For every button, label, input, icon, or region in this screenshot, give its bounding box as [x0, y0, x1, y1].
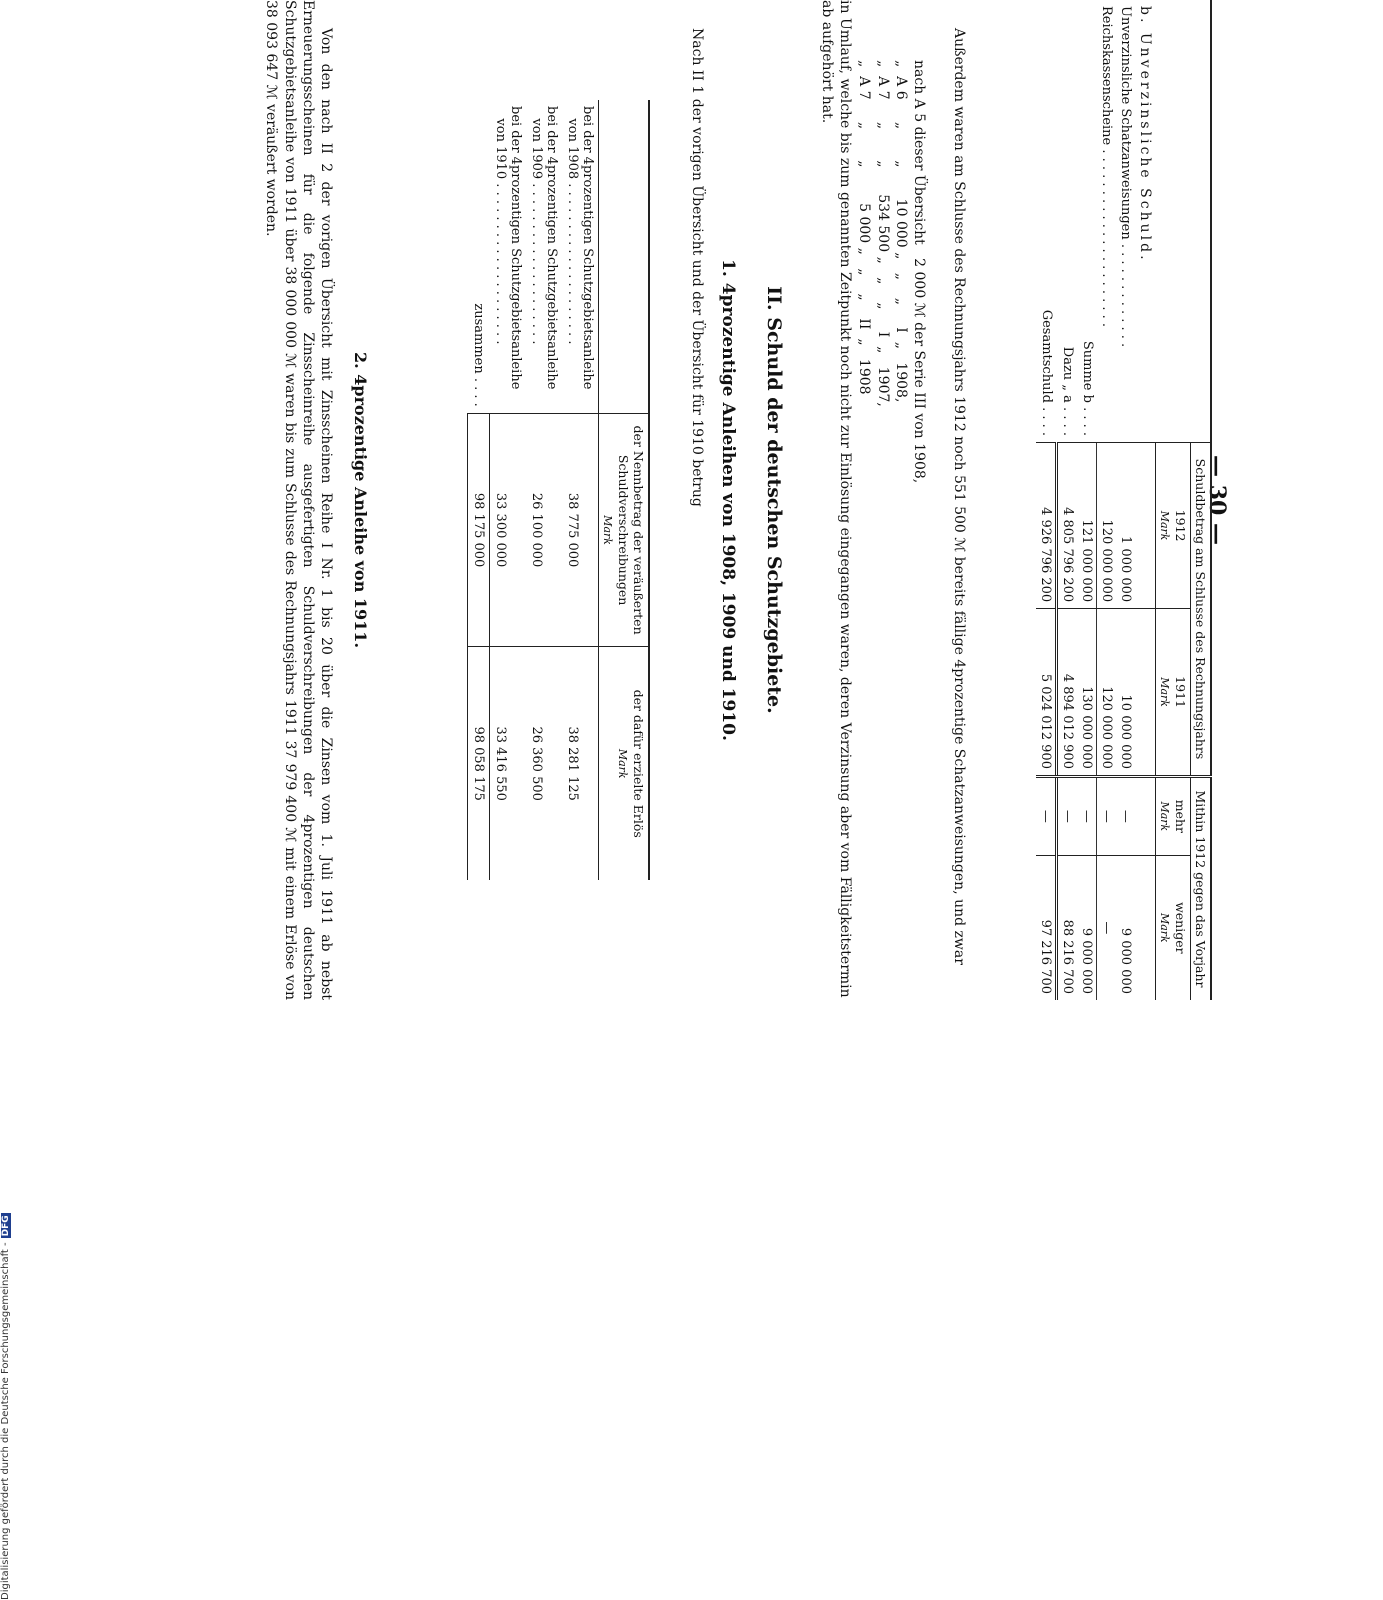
- cell-1912: 4 926 796 200: [1037, 443, 1058, 609]
- cell-less: 9 000 000: [1117, 855, 1136, 1000]
- row-label: Reichskassenscheine . . . . . . . . . . . . . . . . . . . . . .: [1099, 6, 1115, 328]
- cell-more: —: [1057, 776, 1078, 855]
- cell-proceeds: 33 416 550: [490, 647, 526, 880]
- year-1911: 1911: [1173, 676, 1188, 708]
- cell-proceeds: 38 281 125: [562, 647, 599, 880]
- header-empty: [1191, 0, 1212, 443]
- row-label: Gesamtschuld . . . .: [1039, 309, 1055, 436]
- cell-more: —: [1037, 776, 1058, 855]
- sidebar-note: Digitalisierung gefördert durch die Deutsche Forschungsgemeinschaft -: [0, 1242, 11, 1600]
- loan-label-line1: bei der 4prozentigen Schutzgebietsanleihe: [508, 106, 523, 390]
- series-item: „ A 7 „ „ 534 500 „ „ „ I „ 1907,: [874, 60, 891, 407]
- cell-1911: 10 000 000: [1117, 609, 1136, 777]
- table-row: [1097, 0, 1117, 1000]
- row-label: Unverzinsliche Schatzanweisungen . . . . . . . . . . . . .: [1118, 6, 1134, 348]
- cell-proceeds: 26 360 500: [526, 647, 562, 880]
- cell-1911: 120 000 000: [1097, 609, 1117, 777]
- cell-1912: 120 000 000: [1097, 443, 1117, 609]
- cell-less: —: [1097, 855, 1117, 1000]
- series-item: nach A 5 dieser Übersicht 2 000 ℳ der Serie III von 1908,: [911, 60, 927, 484]
- debt-table-subheader: [1156, 0, 1191, 1000]
- loan-label-line2: von 1910 . . . . . . . . . . . . . . . . . . . .: [493, 118, 508, 345]
- table-row: [1078, 0, 1098, 1000]
- heading-ii: II. Schuld der deutschen Schutzgebiete.: [763, 286, 785, 714]
- dfg-logo: DFG: [1, 1215, 11, 1237]
- header-debt-label: Schuldbetrag am Schlusse des Rechnungsjahrs: [1193, 458, 1208, 760]
- subheader-empty: [1156, 0, 1191, 443]
- series-item: „ A 6 „ „ 10 000 „ „ „ I „ 1908,: [892, 60, 909, 403]
- scanned-page: [140, 0, 1240, 1000]
- heading-2: 2. 4prozentige Anleihe von 1911.: [351, 351, 370, 649]
- total-nominal: 98 175 000: [468, 413, 490, 647]
- cell-less: 88 216 700: [1057, 855, 1078, 1000]
- debt-table-header: [1191, 0, 1212, 1000]
- cell-1912: 121 000 000: [1078, 443, 1098, 609]
- cell-1911: 130 000 000: [1078, 609, 1098, 777]
- loan-header-proceeds: [599, 647, 650, 880]
- rotated-content: [140, 0, 1240, 1000]
- series-item: „ A 7 „ „ 5 000 „ „ „ II „ 1908: [856, 60, 873, 395]
- loan-table-header: [599, 100, 650, 880]
- total-label: zusammen . . . .: [471, 303, 487, 407]
- para-nach: Nach II 1 der vorigen Übersicht und der Übersicht für 1910 betrug: [689, 28, 705, 507]
- cell-nominal: 33 300 000: [490, 413, 526, 647]
- loan-row-label: [526, 100, 562, 413]
- cell-more: —: [1078, 776, 1098, 855]
- page-number: — 30 —: [1204, 455, 1230, 545]
- unit-mark: Mark: [1158, 510, 1171, 541]
- table-row: [490, 100, 526, 880]
- loan-label-line2: von 1909 . . . . . . . . . . . . . . . . . . . .: [529, 118, 544, 345]
- loan-row-label: [490, 100, 526, 413]
- year-1912: 1912: [1173, 509, 1188, 542]
- section-b-title: b. Unverzinsliche Schuld.: [1137, 6, 1154, 263]
- unit-mark: Mark: [1158, 912, 1171, 943]
- loan-header-empty: [599, 100, 650, 413]
- cell-less: 9 000 000: [1078, 855, 1098, 1000]
- debt-table: [1037, 0, 1213, 1000]
- header-change-label: Mithin 1912 gegen das Vorjahr: [1193, 790, 1208, 988]
- cell-more: —: [1097, 776, 1117, 855]
- loan-label-line1: bei der 4prozentigen Schutzgebietsanleihe: [580, 106, 595, 390]
- total-proceeds: 98 058 175: [468, 647, 490, 880]
- table-row: [1117, 0, 1136, 1000]
- subheader-less: [1156, 855, 1191, 1000]
- subheader-1911: [1156, 609, 1191, 777]
- heading-1: 1. 4prozentige Anleihen von 1908, 1909 und 1910.: [718, 259, 738, 741]
- header-change: [1191, 776, 1212, 1000]
- loan-total-row: [468, 100, 490, 880]
- cell-more: —: [1117, 776, 1136, 855]
- row-label: Dazu „ a . . . .: [1059, 346, 1075, 436]
- cell-1912: 1 000 000: [1117, 443, 1136, 609]
- loan-header-nominal: [599, 413, 650, 647]
- loan-label-line1: bei der 4prozentigen Schutzgebietsanleihe: [544, 106, 559, 390]
- table-row: [1057, 0, 1078, 1000]
- unit-mark: Mark: [1158, 801, 1171, 832]
- sidebar-text-wrap: [0, 1200, 14, 1600]
- cell-1912: 4 805 796 200: [1057, 443, 1078, 609]
- cell-less: 97 216 700: [1037, 855, 1058, 1000]
- cell-1911: 4 894 012 900: [1057, 609, 1078, 777]
- loan-label-line2: von 1908 . . . . . . . . . . . . . . . . . . . .: [565, 118, 580, 345]
- para-umlauf: in Umlauf, welche bis zum genannten Zeitpunkt noch nicht zur Einlösung eingegangen waren, deren Verzinsung aber vom Fälligkeitstermin ab aufgehört hat.: [818, 0, 853, 998]
- para-2: Von den nach II 2 der vorigen Übersicht mit Zinsscheinen Reihe I Nr. 1 bis 20 über die Zinsen vom 1. Juli 1911 ab nebst Erneuerungsscheinen für die folgende Zinsscheinreihe ausgefertigten Schuldverschreibungen der 4prozentigen deutschen Schutzgebietsanleihe von 1911 über 38 000 000 ℳ waren bis zum Schlusse des Rechnungsjahrs 1911 37 979 400 ℳ mit einem Erlöse von 38 093 647 ℳ veräußert worden.: [263, 0, 334, 1000]
- para-ausserdem: Außerdem waren am Schlusse des Rechnungsjahrs 1912 noch 551 500 ℳ bereits fällige 4prozentige Schatzanweisungen, und zwar: [951, 28, 967, 965]
- unit-mark: Mark: [616, 748, 629, 779]
- nominal-label: der Nennbetrag der veräußerten Schuldverschreibungen: [616, 425, 646, 635]
- subheader-1912: [1156, 443, 1191, 609]
- digitization-sidebar: [0, 600, 14, 1600]
- table-row: [562, 100, 599, 880]
- subheader-more: [1156, 776, 1191, 855]
- proceeds-label: der dafür erzielte Erlös: [631, 689, 646, 838]
- table-row: [526, 100, 562, 880]
- more-label: mehr: [1173, 799, 1188, 833]
- table-row: [1037, 0, 1058, 1000]
- series-list: [855, 60, 928, 483]
- cell-1911: 5 024 012 900: [1037, 609, 1058, 777]
- unit-mark: Mark: [601, 515, 614, 545]
- cell-nominal: 26 100 000: [526, 413, 562, 647]
- loan-row-label: [562, 100, 599, 413]
- row-label: Summe b . . . .: [1079, 340, 1095, 436]
- loan-table: [468, 100, 651, 880]
- section-b-row: [1136, 0, 1156, 1000]
- header-debt: [1191, 443, 1212, 777]
- unit-mark: Mark: [1158, 677, 1171, 707]
- less-label: weniger: [1173, 902, 1188, 954]
- cell-nominal: 38 775 000: [562, 413, 599, 647]
